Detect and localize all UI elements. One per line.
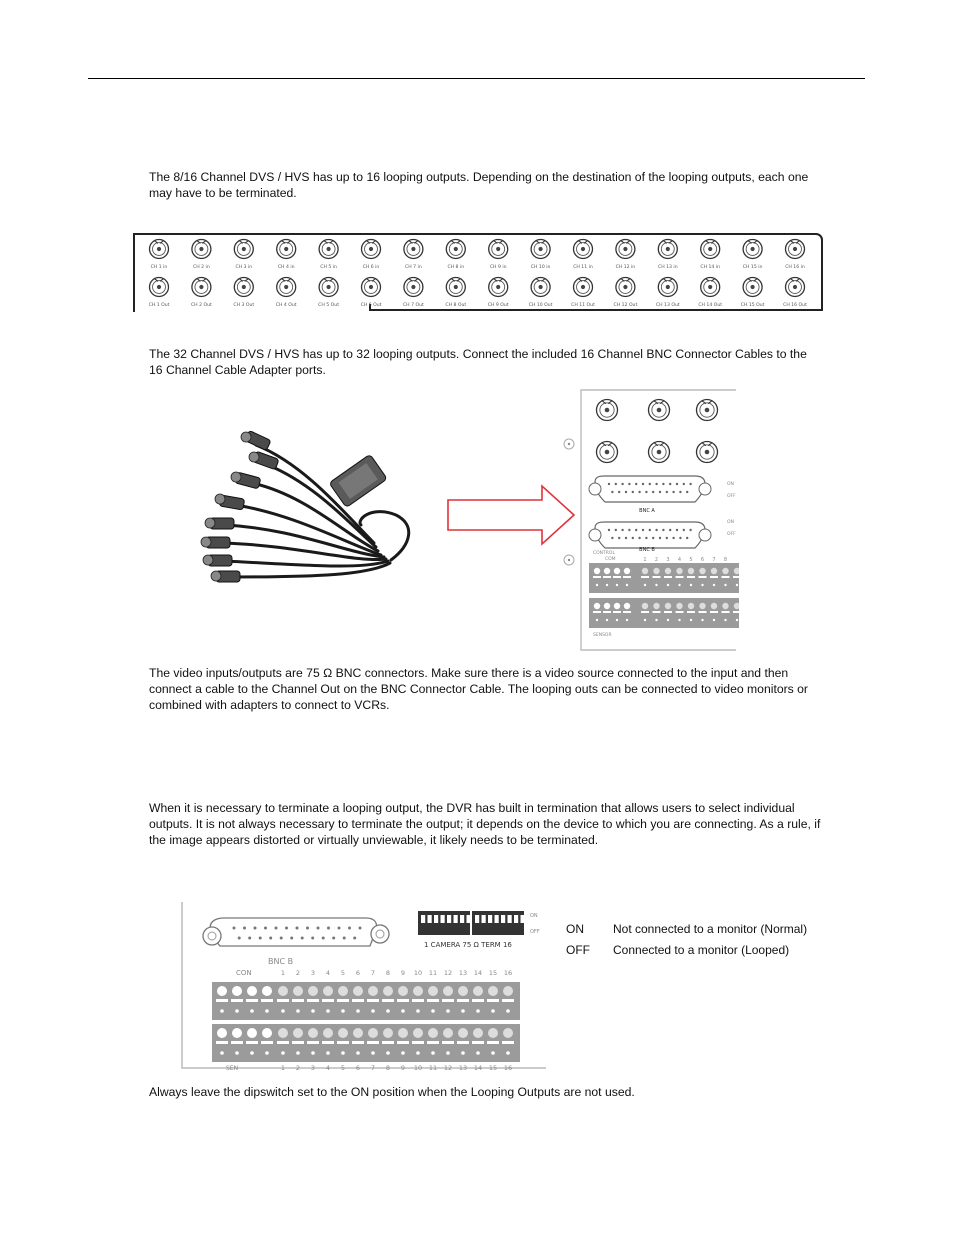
bnc-in-label-1: CH 1 in <box>150 265 168 270</box>
paragraph-looping-32: The 32 Channel DVS / HVS has up to 32 looping outputs. Connect the included 16 Channel BNC Connector Cables to the 16 Channel Cable Adapter ports. <box>149 347 807 377</box>
dip-number-bottom-15: 15 <box>488 1064 498 1072</box>
p32-number-2: 2 <box>654 557 659 563</box>
dip-number-top-7: 7 <box>370 969 376 977</box>
bnc-in-label-9: CH 9 in <box>489 265 507 270</box>
bnc-out-label-6: CH 6 Out <box>360 303 382 308</box>
bnc-in-connector-5 <box>319 240 338 259</box>
bnc-out-connector-6 <box>362 278 381 297</box>
bnc-out-label-16: CH 16 Out <box>783 303 807 308</box>
dip-number-bottom-2: 2 <box>295 1064 301 1072</box>
dip-number-bottom-3: 3 <box>310 1064 316 1072</box>
bnc-out-label-11: CH 11 Out <box>571 303 595 308</box>
bnc-out-label-9: CH 9 Out <box>487 303 509 308</box>
p32-bnc-2 <box>649 400 670 421</box>
bnc-in-label-15: CH 15 in <box>742 265 763 270</box>
paragraph-dipswitch-note: Always leave the dipswitch set to the ON position when the Looping Outputs are not used. <box>149 1085 635 1099</box>
bnc-in-connector-2 <box>192 240 211 259</box>
p32-number-6: 6 <box>700 557 705 563</box>
bnc-in-connector-11 <box>574 240 593 259</box>
bnc-in-connector-3 <box>234 240 253 259</box>
bnc-out-connector-14 <box>701 278 720 297</box>
bnc-in-connector-12 <box>616 240 635 259</box>
dip-number-top-3: 3 <box>310 969 316 977</box>
dip-number-bottom-14: 14 <box>473 1064 483 1072</box>
bnc-in-label-3: CH 3 in <box>235 265 253 270</box>
dip-number-bottom-4: 4 <box>325 1064 331 1072</box>
bnc-out-connector-16 <box>786 278 805 297</box>
bnc-in-connector-7 <box>404 240 423 259</box>
bnc-out-connector-3 <box>234 278 253 297</box>
dip-number-top-11: 11 <box>428 969 438 977</box>
bnc-out-connector-1 <box>150 278 169 297</box>
sen-label: SEN <box>226 1065 239 1072</box>
dip-number-top-5: 5 <box>340 969 346 977</box>
camera-term-label: 1 CAMERA 75 Ω TERM 16 <box>424 941 512 949</box>
bnc-out-label-5: CH 5 Out <box>318 303 340 308</box>
dip-number-bottom-12: 12 <box>443 1064 453 1072</box>
bnc-in-label-13: CH 13 in <box>657 265 678 270</box>
dip-number-top-8: 8 <box>385 969 391 977</box>
dip-number-top-14: 14 <box>473 969 483 977</box>
dipswitch-legend <box>566 922 807 964</box>
bnc-in-connector-4 <box>277 240 296 259</box>
bnc-out-label-8: CH 8 Out <box>445 303 467 308</box>
control-label: CONTROL <box>593 551 615 556</box>
bnc-in-connector-1 <box>150 240 169 259</box>
dip-number-bottom-16: 16 <box>503 1064 513 1072</box>
bnc-in-label-7: CH 7 in <box>405 265 422 270</box>
bnc-out-connector-13 <box>658 278 677 297</box>
bnc-out-connector-5 <box>319 278 338 297</box>
dip-number-bottom-11: 11 <box>428 1064 438 1072</box>
bnc-out-label-13: CH 13 Out <box>655 303 680 308</box>
bnc-b-label: BNC B <box>639 547 655 553</box>
bnc-in-connector-8 <box>446 240 465 259</box>
bnc-panel-16ch <box>132 230 824 314</box>
p32-on-label-a: ON <box>727 482 734 487</box>
bnc-out-connector-10 <box>531 278 550 297</box>
dip-number-bottom-5: 5 <box>340 1064 346 1072</box>
bnc-in-connector-14 <box>701 240 720 259</box>
p32-off-label-b: OFF <box>727 532 736 537</box>
bnc-out-label-3: CH 3 Out <box>233 303 255 308</box>
bnc-out-label-4: CH 4 Out <box>275 303 297 308</box>
sensor-label: SENSOR <box>593 633 612 638</box>
dip-number-bottom-6: 6 <box>355 1064 361 1072</box>
bnc-in-label-14: CH 14 in <box>700 265 721 270</box>
bnc-out-label-14: CH 14 Out <box>698 303 723 308</box>
legend-desc-off: Connected to a monitor (Looped) <box>613 943 790 957</box>
dip-number-top-10: 10 <box>413 969 423 977</box>
p32-number-7: 7 <box>712 557 716 563</box>
p32-on-label-b: ON <box>727 520 734 525</box>
bnc-out-connector-12 <box>616 278 635 297</box>
con-label: CON <box>236 969 252 977</box>
dip-bnc-b-label: BNC B <box>268 957 294 966</box>
bnc-in-label-16: CH 16 in <box>785 265 805 270</box>
dip-number-top-1: 1 <box>280 969 286 977</box>
dip-number-bottom-13: 13 <box>458 1064 468 1072</box>
p32-bnc-1 <box>597 400 618 421</box>
paragraph-looping-8-16: The 8/16 Channel DVS / HVS has up to 16 looping outputs. Depending on the destination of the looping outputs, each one may have to be terminated. <box>149 170 809 200</box>
bnc-out-connector-4 <box>277 278 296 297</box>
bnc-out-connector-9 <box>489 278 508 297</box>
dip-number-top-12: 12 <box>443 969 453 977</box>
dipswitch-panel <box>180 902 550 1072</box>
bnc-out-label-10: CH 10 Out <box>528 303 553 308</box>
p32-number-5: 5 <box>689 557 693 563</box>
bnc-out-label-15: CH 15 Out <box>740 303 765 308</box>
dip-number-top-9: 9 <box>400 969 406 977</box>
bnc-a-label: BNC A <box>639 508 655 514</box>
bnc-in-label-6: CH 6 in <box>362 265 380 270</box>
legend-key-off: OFF <box>566 943 590 957</box>
dip-number-bottom-7: 7 <box>370 1064 376 1072</box>
bnc-in-label-12: CH 12 in <box>615 265 636 270</box>
bnc-out-connector-11 <box>574 278 593 297</box>
p32-bnc-5 <box>649 442 670 463</box>
dip-off-label: OFF <box>530 929 540 935</box>
p32-bnc-4 <box>597 442 618 463</box>
bnc-out-connector-15 <box>743 278 762 297</box>
bnc-in-label-8: CH 8 in <box>447 265 465 270</box>
dip-number-top-2: 2 <box>295 969 301 977</box>
paragraph-termination: When it is necessary to terminate a looping output, the DVR has built in termination that allows users to select individual outputs. It is not always necessary to terminate the output; it depends on the device to which you are connecting. As a rule, if the image appears distorted or virtually unviewable, it likely needs to be terminated. <box>149 801 821 847</box>
dip-number-top-13: 13 <box>458 969 468 977</box>
bnc-in-label-10: CH 10 in <box>530 265 551 270</box>
p32-number-8: 8 <box>723 557 728 563</box>
bnc-in-label-11: CH 11 in <box>573 265 593 270</box>
bnc-out-connector-7 <box>404 278 423 297</box>
bnc-in-connector-9 <box>489 240 508 259</box>
dip-number-top-15: 15 <box>488 969 498 977</box>
dip-number-bottom-9: 9 <box>400 1064 406 1072</box>
com-label: COM <box>605 557 616 562</box>
legend-row-off <box>566 943 807 964</box>
bnc-out-label-7: CH 7 Out <box>402 303 424 308</box>
dip-number-top-16: 16 <box>503 969 513 977</box>
dip-number-bottom-10: 10 <box>413 1064 423 1072</box>
paragraph-bnc-connectors: The video inputs/outputs are 75 Ω BNC connectors. Make sure there is a video source connected to the input and then connect a cable to the Channel Out on the BNC Connector Cable. The looping outs can be connected to video monitors or combined with adapters to connect to VCRs. <box>149 666 808 712</box>
legend-desc-on: Not connected to a monitor (Normal) <box>613 922 808 936</box>
bnc-in-connector-13 <box>658 240 677 259</box>
bnc-out-label-12: CH 12 Out <box>613 303 638 308</box>
header-rule <box>88 78 865 79</box>
p32-bnc-6 <box>697 442 718 463</box>
bnc-in-connector-10 <box>531 240 550 259</box>
dip-on-label: ON <box>530 913 538 919</box>
dip-number-bottom-8: 8 <box>385 1064 391 1072</box>
bnc-out-label-1: CH 1 Out <box>148 303 170 308</box>
dip-number-top-4: 4 <box>325 969 331 977</box>
bnc-in-connector-16 <box>786 240 805 259</box>
bnc-in-connector-6 <box>362 240 381 259</box>
bnc-in-label-4: CH 4 in <box>277 265 295 270</box>
p32-number-1: 1 <box>643 557 647 563</box>
bnc-out-connector-2 <box>192 278 211 297</box>
legend-key-on: ON <box>566 922 584 936</box>
bnc-in-label-2: CH 2 in <box>193 265 210 270</box>
dip-number-bottom-1: 1 <box>280 1064 286 1072</box>
rear-panel-32ch <box>555 388 739 653</box>
p32-bnc-3 <box>697 400 718 421</box>
bnc-out-label-2: CH 2 Out <box>190 303 212 308</box>
legend-row-on <box>566 922 807 943</box>
p32-off-label-a: OFF <box>727 494 736 499</box>
bnc-in-connector-15 <box>743 240 762 259</box>
dip-number-top-6: 6 <box>355 969 361 977</box>
bnc-in-label-5: CH 5 in <box>320 265 337 270</box>
bnc-connector-cable-image <box>196 425 446 600</box>
bnc-out-connector-8 <box>446 278 465 297</box>
p32-number-3: 3 <box>666 557 670 563</box>
p32-number-4: 4 <box>677 557 682 563</box>
